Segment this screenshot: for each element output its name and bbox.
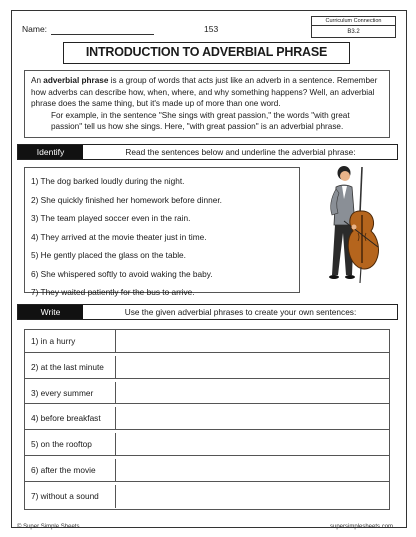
write-bar (17, 304, 398, 320)
phrase-cell: 3) every summer (25, 382, 116, 404)
name-input-line[interactable] (51, 34, 154, 35)
intro-paragraph-2: For example, in the sentence "She sings with great passion," the words "with great passion" tell us how she sings. Here, "with great passion" is an adverbial phrase. (51, 110, 350, 131)
list-item[interactable]: 7) They waited patiently for the bus to arrive. (31, 287, 195, 297)
table-row (25, 485, 389, 508)
intro-paragraph-1 (31, 75, 383, 110)
list-item[interactable]: 3) The team played soccer even in the rain. (31, 213, 191, 223)
table-row (25, 433, 389, 456)
list-item[interactable]: 5) He gently placed the glass on the table. (31, 250, 186, 260)
phrase-cell: 2) at the last minute (25, 356, 116, 378)
intro-term: adverbial phrase (43, 76, 109, 85)
intro-prefix: An (31, 76, 44, 85)
write-table (24, 329, 390, 510)
phrase-cell: 6) after the movie (25, 459, 116, 481)
list-item[interactable]: 1) The dog barked loudly during the night. (31, 176, 185, 186)
table-row (25, 330, 389, 353)
curriculum-title: Curriculum Connection (312, 17, 395, 26)
list-item[interactable]: 2) She quickly finished her homework before dinner. (31, 194, 222, 205)
table-row (25, 459, 389, 482)
identify-tag: Identify (18, 145, 83, 159)
intro-box (24, 70, 390, 138)
table-row (25, 356, 389, 379)
cello-player-icon (318, 163, 382, 289)
footer-copyright: © Super Simple Sheets (17, 524, 80, 530)
table-row (25, 382, 389, 405)
page-number: 153 (204, 24, 219, 34)
page-title: INTRODUCTION TO ADVERBIAL PHRASE (63, 42, 350, 64)
intro-definition: is a group of words that acts just like an adverb in a sentence. Remember how adverbs can describe how, when, where, and why something happens? Well, an adverbial phrase does the same thing, but it's made up of more than one word. (31, 76, 378, 108)
table-row (25, 407, 389, 430)
list-item[interactable]: 4) They arrived at the movie theater just in time. (31, 231, 207, 242)
curriculum-connection-box (311, 16, 396, 38)
curriculum-code: B3.2 (347, 29, 360, 35)
phrase-cell: 7) without a sound (25, 485, 116, 508)
identify-sentence-list (24, 167, 300, 297)
identify-bar (17, 144, 398, 160)
write-tag: Write (18, 305, 83, 319)
list-item[interactable]: 6) She whispered softly to avoid waking the baby. (31, 268, 213, 279)
phrase-cell: 1) in a hurry (25, 330, 116, 352)
footer-site: supersimplesheets.com (330, 524, 394, 530)
write-instruction: Use the given adverbial phrases to create your own sentences: (124, 307, 357, 317)
phrase-cell: 4) before breakfast (25, 407, 116, 429)
identify-instruction: Read the sentences below and underline the adverbial phrase: (125, 147, 356, 157)
name-label: Name: (22, 24, 48, 34)
phrase-cell: 5) on the rooftop (25, 433, 116, 455)
